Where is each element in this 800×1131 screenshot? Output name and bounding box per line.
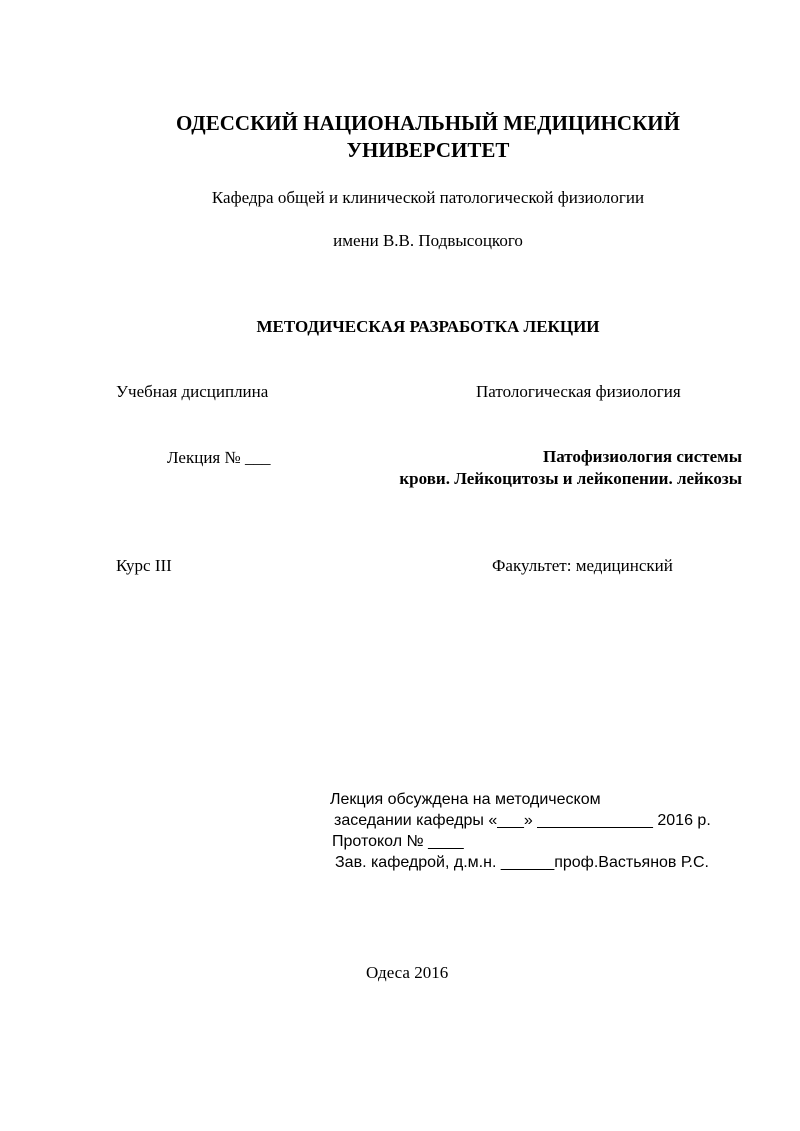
university-title-line2: УНИВЕРСИТЕТ	[346, 138, 510, 162]
university-title	[0, 110, 800, 164]
lecture-topic	[399, 446, 742, 490]
faculty-label: Факультет: медицинский	[492, 556, 673, 575]
approval-line-meeting: заседании кафедры «___» _____________ 2016 р.	[334, 812, 711, 829]
approval-line-discussed: Лекция обсуждена на методическом	[330, 791, 601, 808]
department-line: Кафедра общей и клинической патологической физиологии	[211, 188, 645, 207]
lecture-topic-line2: крови. Лейкоцитозы и лейкопении. лейкозы	[399, 469, 742, 488]
city-year: Одеса 2016	[366, 963, 449, 982]
university-title-line1: ОДЕССКИЙ НАЦИОНАЛЬНЫЙ МЕДИЦИНСКИЙ	[176, 111, 680, 135]
approval-line-head: Зав. кафедрой, д.м.н. ______проф.Вастьянов Р.С.	[335, 854, 709, 871]
approval-line-protocol: Протокол № ____	[332, 833, 464, 850]
discipline-value: Патологическая физиология	[476, 382, 681, 401]
lecture-topic-line1: Патофизиология системы	[542, 447, 742, 466]
document-type-heading: МЕТОДИЧЕСКАЯ РАЗРАБОТКА ЛЕКЦИИ	[256, 317, 600, 336]
approval-block	[330, 789, 711, 873]
department-name-line: имени В.В. Подвысоцкого	[333, 231, 523, 250]
lecture-number-label: Лекция № ___	[167, 448, 271, 467]
course-label: Курс III	[116, 556, 172, 575]
discipline-label: Учебная дисциплина	[116, 382, 269, 401]
